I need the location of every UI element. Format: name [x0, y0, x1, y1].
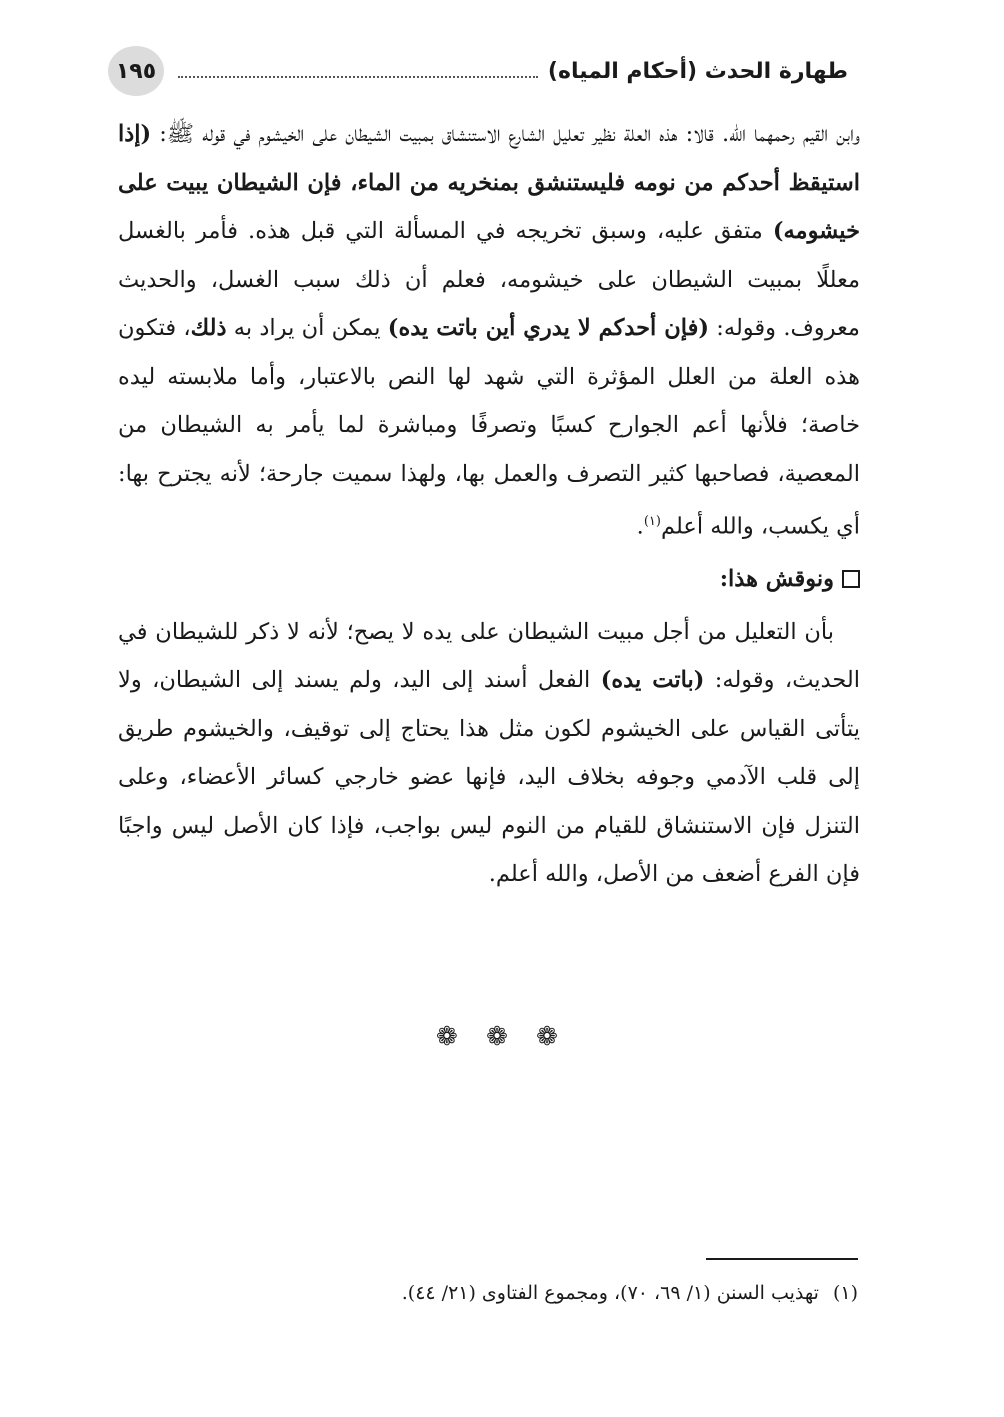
footnote-separator: [706, 1258, 858, 1260]
text-run: .: [636, 513, 644, 540]
hadith-quote-2: (فإن أحدكم لا يدري أين باتت يده): [387, 315, 710, 341]
text-run: متفق عليه، وسبق تخريجه في المسألة التي قبل هذه. فأمر بالغسل معللًا بمبيت الشيطان على خيشومه، فعلم أن ذلك سبب الغسل، والحديث معروف. وقوله:: [118, 218, 860, 341]
discussion-heading: [118, 555, 860, 604]
hadith-quote-1: (إذا استيقظ أحدكم من نومه فليستنشق بمنخريه من الماء، فإن الشيطان يبيت على خيشومه): [118, 121, 860, 244]
page-header: [108, 46, 848, 96]
running-title: طهارة الحدث (أحكام المياه): [547, 58, 848, 84]
paragraph-2: [118, 608, 860, 899]
bold-word: ذلك: [190, 315, 227, 341]
section-end-ornament: ❁ ❁ ❁: [436, 1022, 568, 1052]
text-run: وابن القيم رحمهما الله. قالا: هذه العلة نظير تعليل الشارع الاستنشاق بمبيت الشيطان على الخيشوم في قوله ﷺ:: [151, 121, 860, 147]
paragraph-1: [118, 110, 860, 551]
text-run: بأن التعليل من أجل مبيت الشيطان على يده لا يصح؛ لأنه لا ذكر للشيطان في الحديث، وقوله:: [118, 618, 860, 693]
header-dotted-leader: [178, 76, 538, 78]
text-run: ، فتكون هذه العلة من العلل المؤثرة التي شهد لها النص بالاعتبار، وأما ملابسته ليده خاصة؛ فلأنها أعم الجوارح كسبًا وتصرفًا ومباشرة لما يأمر به الشيطان من المعصية، فصاحبها كثير التصرف والعمل بها، ولهذا سميت جارحة؛ لأنه يجترح بها: أي يكسب، والله أعلم: [118, 315, 860, 540]
page-number: ١٩٥: [108, 46, 164, 96]
footnote: [300, 1276, 858, 1310]
footnote-reference[interactable]: (١): [643, 514, 661, 529]
text-run: يمكن أن يراد به: [226, 315, 388, 341]
text-run: الفعل أسند إلى اليد، ولم يسند إلى الشيطان، ولا يتأتى القياس على الخيشوم لكون مثل هذا يحتاج إلى توقيف، والخيشوم طريق إلى قلب الآدمي وجوفه بخلاف اليد، فإنها عضو خارجي كسائر الأعضاء، وعلى التنزل فإن الاستنشاق للقيام من النوم ليس بواجب، فإذا كان الأصل ليس واجبًا فإن الفرع أضعف من الأصل، والله أعلم.: [118, 667, 860, 887]
square-bullet-icon: [842, 570, 860, 588]
hadith-quote-3: (باتت يده): [600, 667, 705, 693]
footnote-marker: (١): [832, 1282, 858, 1304]
footnote-text: تهذيب السنن (١/ ٦٩، ٧٠)، ومجموع الفتاوى (٢١/ ٤٤).: [401, 1282, 819, 1304]
main-text: [118, 110, 860, 899]
discussion-heading-text: ونوقش هذا:: [719, 566, 834, 592]
